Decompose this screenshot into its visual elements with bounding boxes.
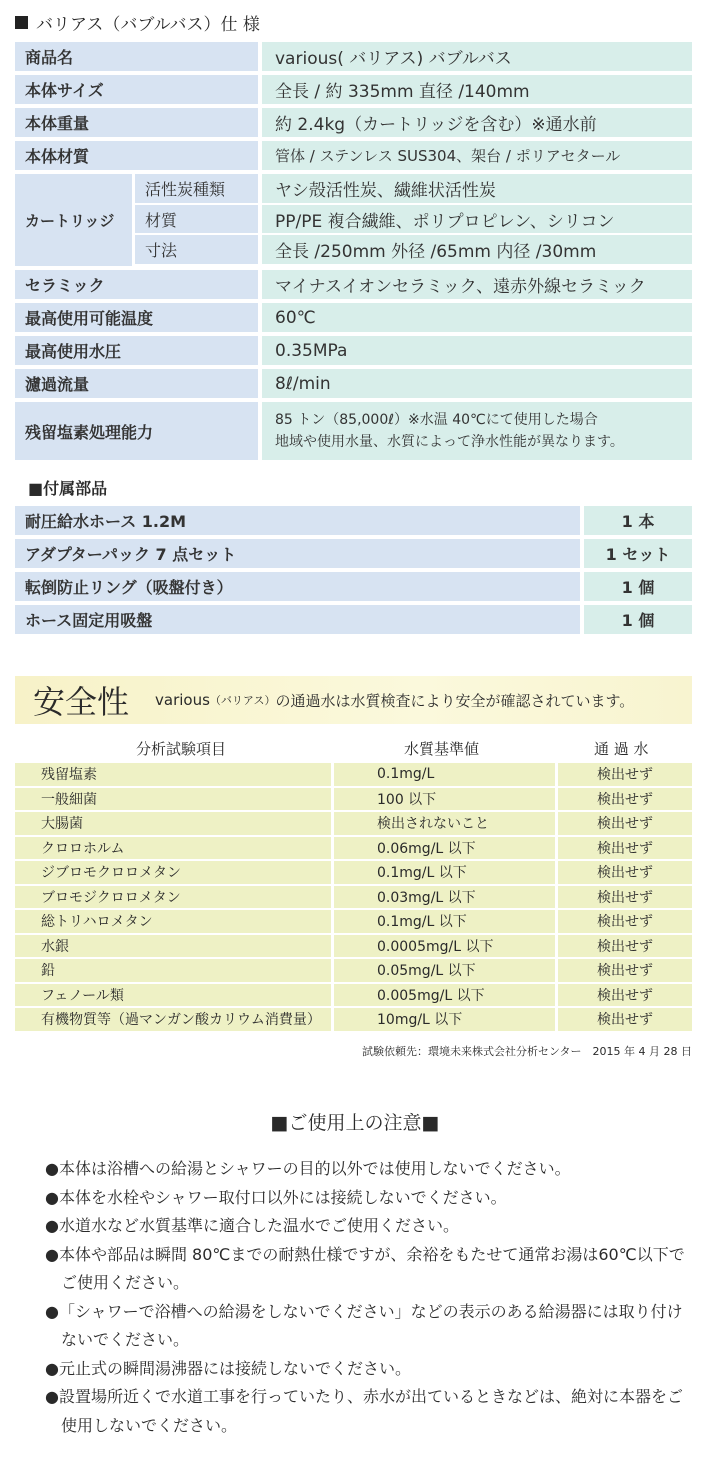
spec-label: 商品名 (15, 42, 258, 71)
note-item: ●本体は浴槽への給湯とシャワーの目的以外では使用しないでください。 (45, 1159, 571, 1178)
spec-label: 最高使用水圧 (15, 336, 258, 365)
test-item: 総トリハロメタン (15, 910, 331, 935)
result: 検出せず (558, 1008, 692, 1033)
safety-header: 分析試験項目 (136, 740, 227, 758)
spec-label: 最高使用可能温度 (15, 303, 258, 332)
safety-brand-kana: （バリアス） (209, 694, 276, 707)
test-item: 有機物質等（過マンガン酸カリウム消費量） (15, 1008, 331, 1033)
note-item: ●「シャワーで浴槽への給湯をしないでください」などの表示のある給湯器には取り付けないでください。 (45, 1301, 683, 1349)
cartridge-sub-label: 寸法 (135, 235, 258, 264)
safety-row (15, 959, 692, 984)
result: 検出せず (558, 984, 692, 1009)
spec-row (15, 75, 692, 104)
accessory-name: 転倒防止リング（吸盤付き） (15, 572, 580, 601)
note-item: ●本体を水栓やシャワー取付口以外には接続しないでください。 (45, 1187, 507, 1207)
spec-value: 約 2.4kg（カートリッジを含む）※通水前 (262, 108, 692, 137)
cartridge-group (15, 174, 692, 266)
spec-label: 本体重量 (15, 108, 258, 137)
note-item: ●水道水など水質基準に適合した温水でご使用ください。 (45, 1216, 459, 1235)
accessory-name: アダプターパック 7 点セット (15, 539, 580, 568)
accessory-row (15, 572, 692, 601)
spec-value: various( バリアス) バブルバス (262, 42, 692, 71)
cartridge-sub-label: 材質 (135, 205, 258, 234)
spec-value: 0.35MPa (262, 336, 692, 365)
accessories-table (15, 506, 692, 638)
safety-row (15, 763, 692, 788)
accessory-name: ホース固定用吸盤 (15, 605, 580, 634)
safety-brand: various (155, 691, 210, 709)
spec-value-line: 85 トン（85,000ℓ）※水温 40℃にて使用した場合 (275, 412, 598, 428)
standard-value: 10mg/L 以下 (334, 1008, 555, 1033)
standard-value: 0.005mg/L 以下 (334, 984, 555, 1009)
accessory-qty: 1 セット (584, 539, 692, 568)
spec-label: セラミック (15, 270, 258, 299)
spec-row (15, 141, 692, 170)
spec-value: PP/PE 複合繊維、ポリプロピレン、シリコン (262, 205, 692, 234)
safety-row (15, 984, 692, 1009)
standard-value: 0.05mg/L 以下 (334, 959, 555, 984)
result: 検出せず (558, 886, 692, 911)
spec-label: 本体サイズ (15, 75, 258, 104)
spec-heading (15, 10, 260, 35)
result: 検出せず (558, 788, 692, 813)
safety-row (15, 861, 692, 886)
accessory-name: 耐圧給水ホース 1.2M (15, 506, 580, 535)
test-item: クロロホルム (15, 837, 331, 862)
standard-value: 0.06mg/L 以下 (334, 837, 555, 862)
safety-header: 通 過 水 (594, 740, 649, 758)
test-item: ジブロモクロロメタン (15, 861, 331, 886)
result: 検出せず (558, 910, 692, 935)
spec-title: バリアス（バブルバス）仕 様 (36, 15, 260, 35)
cartridge-label: カートリッジ (15, 174, 132, 266)
safety-table (15, 763, 692, 1033)
spec-row (15, 303, 692, 332)
standard-value: 0.1mg/L 以下 (334, 861, 555, 886)
safety-row (15, 935, 692, 960)
result: 検出せず (558, 861, 692, 886)
safety-description: の通過水は水質検査により安全が確認されています。 (275, 691, 635, 710)
note-item: ●元止式の瞬間湯沸器には接続しないでください。 (45, 1358, 411, 1378)
test-item: ブロモジクロロメタン (15, 886, 331, 911)
accessories-title: ■付属部品 (28, 479, 108, 498)
safety-row (15, 788, 692, 813)
result: 検出せず (558, 763, 692, 788)
spec-value: 管体 / ステンレス SUS304、架台 / ポリアセタール (262, 141, 692, 170)
safety-row (15, 837, 692, 862)
test-item: 残留塩素 (15, 763, 331, 788)
safety-title: 安全性 (33, 683, 130, 721)
result: 検出せず (558, 959, 692, 984)
result: 検出せず (558, 837, 692, 862)
spec-row (15, 402, 692, 460)
spec-value: 8ℓ/min (262, 369, 692, 398)
standard-value: 100 以下 (334, 788, 555, 813)
safety-row (15, 1008, 692, 1033)
note-item: ●設置場所近くで水道工事を行っていたり、赤水が出ているときなどは、絶対に本器をご使用しないでください。 (45, 1387, 683, 1435)
spec-value-line: 地域や使用水量、水質によって浄水性能が異なります。 (275, 434, 624, 450)
standard-value: 0.1mg/L 以下 (334, 910, 555, 935)
accessory-qty: 1 個 (584, 605, 692, 634)
standard-value: 0.03mg/L 以下 (334, 886, 555, 911)
standard-value: 検出されないこと (334, 812, 555, 837)
spec-value: マイナスイオンセラミック、遠赤外線セラミック (262, 270, 692, 299)
spec-label: 残留塩素処理能力 (15, 402, 258, 460)
square-bullet-icon (15, 16, 28, 29)
cartridge-sub-label: 活性炭種類 (135, 174, 258, 203)
spec-value: ヤシ殻活性炭、繊維状活性炭 (262, 174, 692, 203)
test-item: 鉛 (15, 959, 331, 984)
spec-value: 全長 / 約 335mm 直径 /140mm (262, 75, 692, 104)
accessory-row (15, 539, 692, 568)
safety-row (15, 886, 692, 911)
notes-title: ■ご使用上の注意■ (270, 1112, 440, 1134)
safety-header: 水質基準値 (404, 740, 480, 758)
test-item: 一般細菌 (15, 788, 331, 813)
spec-row (15, 369, 692, 398)
standard-value: 0.0005mg/L 以下 (334, 935, 555, 960)
spec-label: 濾過流量 (15, 369, 258, 398)
accessory-row (15, 605, 692, 634)
accessory-row (15, 506, 692, 535)
safety-row (15, 812, 692, 837)
safety-row (15, 910, 692, 935)
spec-label: 本体材質 (15, 141, 258, 170)
accessory-qty: 1 本 (584, 506, 692, 535)
spec-value: 60℃ (262, 303, 692, 332)
spec-row (15, 42, 692, 71)
safety-banner (15, 676, 692, 724)
test-item: 大腸菌 (15, 812, 331, 837)
test-item: フェノール類 (15, 984, 331, 1009)
spec-row (15, 108, 692, 137)
notes-list (45, 1155, 685, 1440)
test-item: 水銀 (15, 935, 331, 960)
spec-value: 全長 /250mm 外径 /65mm 内径 /30mm (262, 235, 692, 264)
standard-value: 0.1mg/L (334, 763, 555, 788)
note-item: ●本体や部品は瞬間 80℃までの耐熱仕様ですが、余裕をもたせて通常お湯は60℃以下でご使用ください。 (45, 1244, 685, 1292)
spec-row (15, 270, 692, 299)
result: 検出せず (558, 812, 692, 837)
spec-row (15, 336, 692, 365)
spec-table (15, 42, 692, 464)
accessory-qty: 1 個 (584, 572, 692, 601)
result: 検出せず (558, 935, 692, 960)
safety-source: 試験依頼先：環境未来株式会社分析センター 2015 年 4 月 28 日 (361, 1045, 692, 1058)
